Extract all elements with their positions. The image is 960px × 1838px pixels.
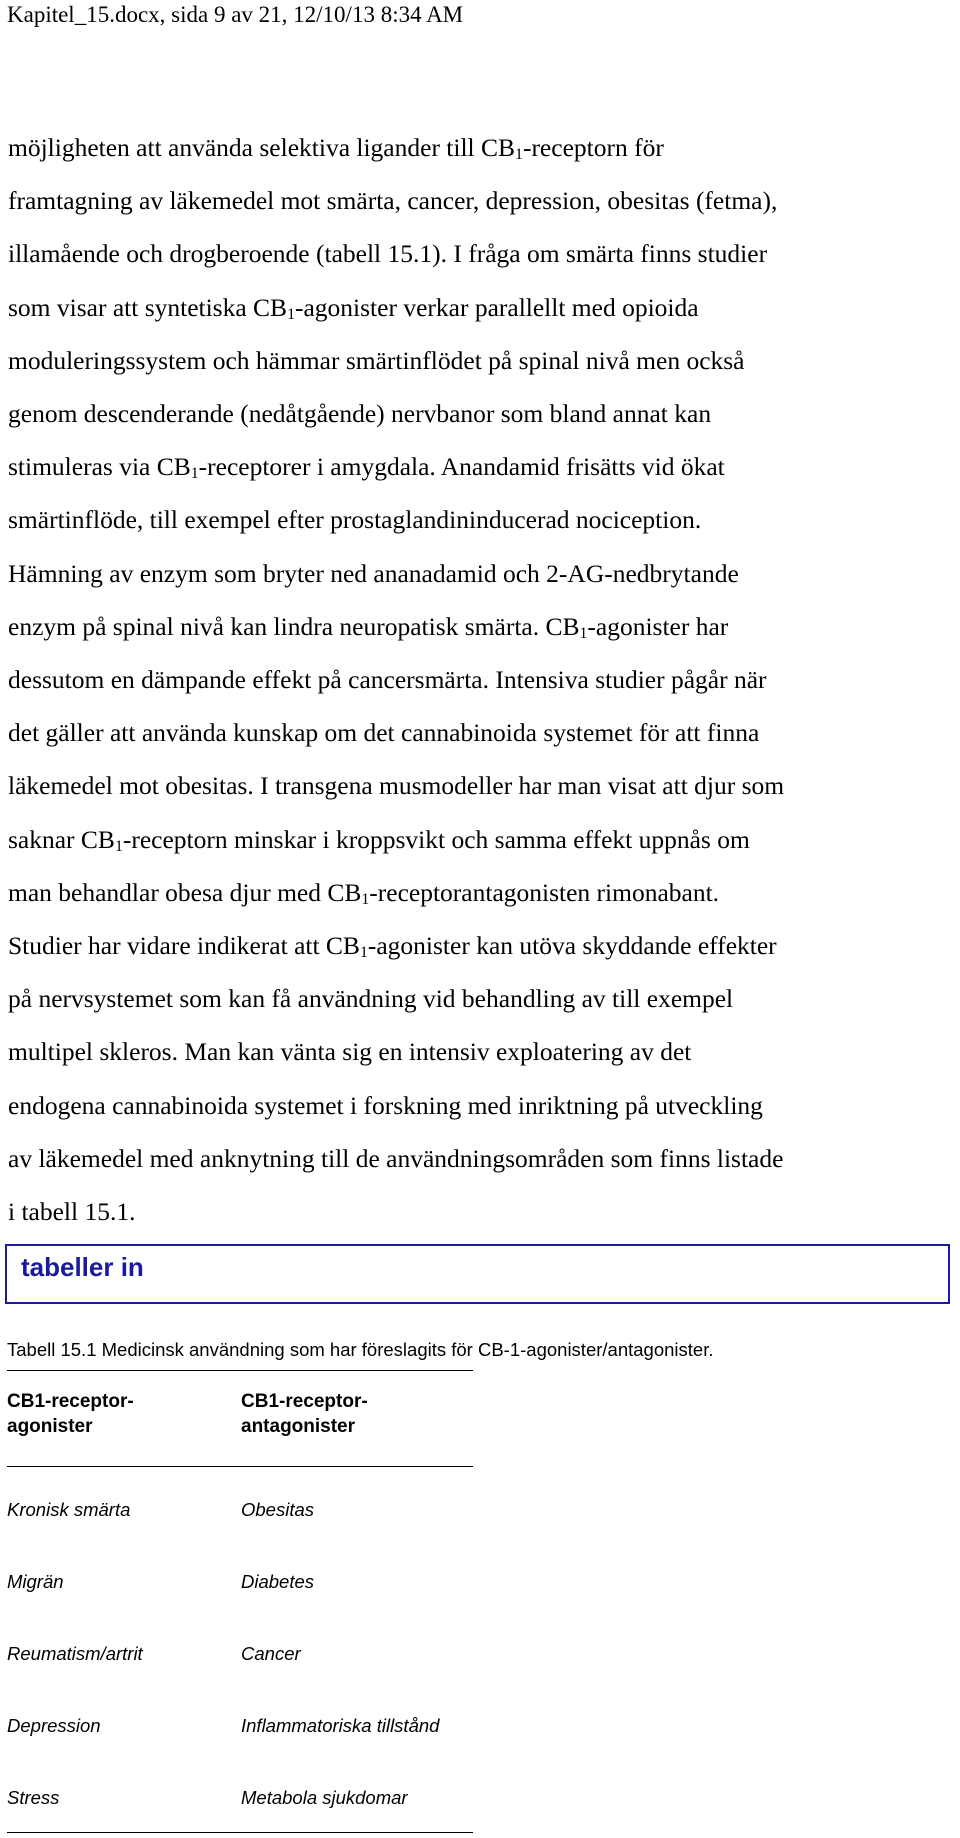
body-line — [8, 1185, 956, 1238]
subscript: 1 — [579, 624, 588, 642]
body-line — [8, 334, 956, 387]
subscript: 1 — [361, 891, 370, 908]
table-cell: Obesitas — [241, 1499, 315, 1520]
text-run: multipel skleros. Man kan vänta sig en intensiv exploatering av det — [8, 1037, 692, 1067]
text-run: stimuleras via CB — [8, 452, 191, 482]
text-run: moduleringssystem och hämmar smärtinflödet på spinal nivå men också — [8, 345, 745, 375]
table-header-rule — [7, 1466, 473, 1467]
body-line — [8, 174, 956, 227]
comment-box[interactable] — [5, 1244, 950, 1304]
body-line — [8, 813, 956, 866]
text-run: enzym på spinal nivå kan lindra neuropatisk smärta. CB — [8, 611, 580, 641]
table-header-antagonists — [241, 1389, 441, 1439]
body-line — [8, 440, 956, 493]
text-run: smärtinflöde, till exempel efter prostaglandininducerad nociception. — [8, 505, 702, 535]
body-line — [8, 653, 956, 706]
table-cell: Stress — [7, 1787, 60, 1808]
text-run: Hämning av enzym som bryter ned ananadamid och 2-AG-nedbrytande — [8, 558, 739, 588]
body-line — [8, 1132, 956, 1185]
header-line: antagonister — [241, 1416, 356, 1437]
header-line: CB1-receptor- — [241, 1391, 368, 1412]
table-cell: Migrän — [7, 1571, 64, 1592]
text-run: på nervsystemet som kan få användning vid behandling av till exempel — [8, 984, 734, 1014]
body-line — [8, 121, 956, 174]
table-cell: Kronisk smärta — [7, 1499, 131, 1520]
text-run: framtagning av läkemedel mot smärta, cancer, depression, obesitas (fetma), — [8, 186, 778, 216]
subscript: 1 — [287, 305, 295, 323]
text-run: -receptorantagonisten rimonabant. — [369, 877, 720, 907]
table-cell: Inflammatoriska tillstånd — [241, 1715, 440, 1736]
table-cell: Metabola sjukdomar — [241, 1787, 408, 1808]
header-line: CB1-receptor- — [7, 1391, 134, 1412]
header-line: agonister — [7, 1416, 93, 1437]
table-cell: Diabetes — [241, 1571, 315, 1592]
text-run: genom descenderande (nedåtgående) nervbanor som bland annat kan — [8, 399, 712, 429]
text-run: som visar att syntetiska CB — [8, 292, 288, 322]
text-run: läkemedel mot obesitas. I transgena musmodeller har man visat att djur som — [8, 771, 785, 801]
subscript: 1 — [515, 146, 523, 164]
text-run: -receptorer i amygdala. Anandamid frisätts vid ökat — [198, 452, 725, 482]
text-run: det gäller att använda kunskap om det cannabinoida systemet för att finna — [8, 718, 760, 748]
body-line — [8, 387, 956, 440]
body-line — [8, 281, 956, 334]
table-cell: Cancer — [241, 1643, 301, 1664]
subscript: 1 — [359, 944, 368, 962]
text-run: -receptorn minskar i kroppsvikt och samma effekt uppnås om — [122, 824, 750, 854]
table-header-agonists — [7, 1389, 207, 1439]
table-bottom-rule — [7, 1832, 473, 1833]
text-run: illamående och drogberoende (tabell 15.1). I fråga om smärta finns studier — [8, 239, 768, 269]
table-cell: Reumatism/artrit — [7, 1643, 143, 1664]
body-line — [8, 227, 956, 280]
text-run: dessutom en dämpande effekt på cancersmärta. Intensiva studier pågår när — [8, 665, 767, 695]
body-line — [8, 547, 956, 600]
text-run: man behandlar obesa djur med CB — [8, 877, 362, 907]
text-run: -receptorn för — [522, 133, 664, 162]
body-line — [8, 706, 956, 759]
text-run: -agonister kan utöva skyddande effekter — [367, 931, 777, 961]
subscript: 1 — [114, 837, 123, 855]
body-line — [8, 972, 956, 1025]
text-run: i tabell 15.1. — [8, 1197, 136, 1227]
text-run: -agonister verkar parallellt med opioida — [294, 292, 699, 322]
body-line — [8, 1025, 956, 1078]
text-run: -agonister har — [587, 611, 729, 641]
text-run: saknar CB — [8, 824, 115, 854]
subscript: 1 — [190, 465, 199, 483]
body-line — [8, 866, 956, 919]
body-paragraph — [8, 121, 956, 1238]
page-header: Kapitel_15.docx, sida 9 av 21, 12/10/13 8:34 AM — [7, 2, 464, 27]
body-line — [8, 919, 956, 972]
text-run: möjligheten att använda selektiva ligander till CB — [8, 133, 516, 162]
text-run: Studier har vidare indikerat att CB — [8, 931, 360, 961]
body-line — [8, 1079, 956, 1132]
comment-text: tabeller in — [21, 1252, 144, 1282]
body-line — [8, 600, 956, 653]
body-line — [8, 493, 956, 546]
text-run: av läkemedel med anknytning till de användningsområden som finns listade — [8, 1143, 784, 1173]
table-top-rule — [7, 1370, 473, 1371]
table-cell: Depression — [7, 1715, 101, 1736]
text-run: endogena cannabinoida systemet i forskning med inriktning på utveckling — [8, 1090, 763, 1120]
table-caption: Tabell 15.1 Medicinsk användning som har föreslagits för CB-1-agonister/antagonister. — [7, 1339, 714, 1360]
body-line — [8, 759, 956, 812]
